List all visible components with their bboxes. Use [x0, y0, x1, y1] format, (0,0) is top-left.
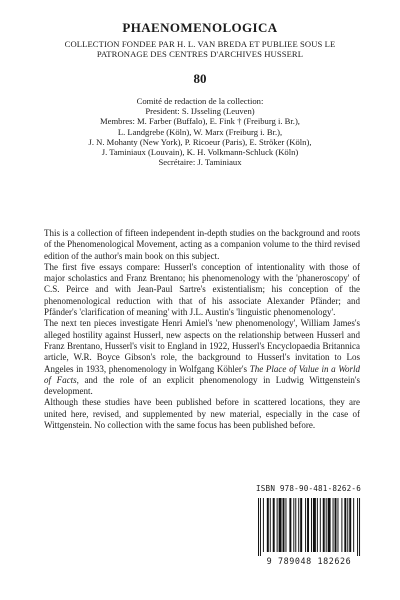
committee-heading: Comité de redaction de la collection:: [136, 96, 264, 106]
barcode-bar: [320, 498, 321, 552]
committee-line: President: S. IJsseling (Leuven): [145, 106, 255, 117]
isbn-label: ISBN 978-90-481-8262-6: [256, 484, 361, 493]
barcode-bar: [347, 498, 348, 552]
barcode-bar: [357, 498, 358, 556]
barcode-bar: [300, 498, 302, 552]
barcode-bar: [333, 498, 334, 552]
barcode-bar: [307, 498, 309, 552]
barcode-bar: [326, 498, 327, 552]
book-description: [44, 228, 360, 431]
barcode-bar: [317, 498, 318, 552]
barcode-bar: [305, 498, 306, 552]
barcode-bar: [353, 498, 354, 552]
barcode-bar: [293, 498, 294, 552]
barcode-bar: [335, 498, 337, 552]
barcode-digits: 9 789048 182626: [266, 556, 352, 566]
barcode-bar: [313, 498, 316, 552]
description-paragraph: This is a collection of fifteen independent in-depth studies on the background and roots of the Phenomenological Movement, acting as a companion volume to the third revised edition of the author's main book on this subject.: [44, 228, 360, 261]
barcode-bar: [349, 498, 351, 552]
description-paragraph: Although these studies have been published before in scattered locations, they are united here, revised, and supplemented by new material, especially in the case of Wittgenstein. No collection with the same focus has been published before.: [44, 397, 360, 431]
barcode-bar: [277, 498, 278, 552]
barcode-bar: [298, 498, 299, 552]
committee-line: Membres: M. Farber (Buffalo), E. Fink † (Freiburg i. Br.),: [100, 116, 300, 127]
description-paragraph: The first five essays compare: Husserl's conception of intentionality with those of major scholastics and Franz Brentano; his phenomenology with the 'phaneroscopy' of C.S. Peirce and with Jean-Paul Sartre's existentialism; his conception of the phenomenological reduction with that of his associate Alexander Pfänder; and Pfänder's 'clarification of meaning' with J.L. Austin's 'linguistic phenomenology'.: [44, 261, 360, 318]
committee-line: Secrétaire: J. Taminiaux: [158, 157, 242, 168]
description-text: , and the role of an explicit phenomenology in Ludwig Wittgenstein's development.: [44, 374, 360, 397]
description-text: The next ten pieces investigate Henri Amiel's 'new phenomenology', William James's alleged hostility against Husserl, new aspects on the relationship between Husserl and Franz Brentano, Husserl's visit to England in 1922, Husserl's Encyclopaedia Britannica article, W.R. Boyce Gibson's role, the background to Husserl's invitation to Los Angeles in 1933, phenomenology in Wolfgang Köhler's: [44, 318, 360, 374]
series-subtitle: [0, 39, 400, 59]
barcode-bar: [311, 498, 312, 552]
barcode-bar: [295, 498, 296, 552]
barcode-icon: [258, 498, 362, 556]
barcode-bar: [270, 498, 271, 552]
barcode-bar: [263, 498, 264, 552]
editorial-committee: [40, 96, 360, 167]
barcode-bar: [273, 498, 275, 552]
barcode-bar: [328, 498, 331, 552]
committee-line: J. N. Mohanty (New York), P. Ricoeur (Paris), E. Ströker (Köln),: [88, 136, 312, 147]
barcode-bar: [285, 498, 286, 552]
barcode-bar: [267, 498, 269, 552]
series-number: 80: [193, 71, 207, 86]
committee-line: L. Landgrebe (Köln), W. Marx (Freiburg i. Br.),: [117, 126, 283, 137]
barcode-bar: [289, 498, 291, 552]
series-subtitle-line: COLLECTION FONDEE PAR H. L. VAN BREDA ET PUBLIEE SOUS LE: [64, 39, 336, 49]
barcode-bar: [279, 498, 282, 552]
barcode-bar: [337, 498, 338, 552]
series-subtitle-line: PATRONAGE DES CENTRES D'ARCHIVES HUSSERL: [96, 49, 304, 59]
committee-line: J. Taminiaux (Louvain), K. H. Volkmann-Schluck (Köln): [101, 147, 299, 158]
series-title: PHAENOMENOLOGICA: [122, 20, 278, 35]
description-paragraph: [44, 318, 360, 397]
barcode-bar: [323, 498, 325, 552]
barcode-bar: [260, 498, 261, 556]
barcode-bar: [258, 498, 259, 556]
barcode-panel: [252, 484, 366, 576]
barcode-bar: [344, 498, 346, 552]
barcode-bar: [359, 498, 360, 556]
barcode-bar: [341, 498, 342, 552]
barcode-bar: [283, 498, 285, 552]
book-title-italic: The Place of Value in a World of Facts: [44, 363, 360, 385]
